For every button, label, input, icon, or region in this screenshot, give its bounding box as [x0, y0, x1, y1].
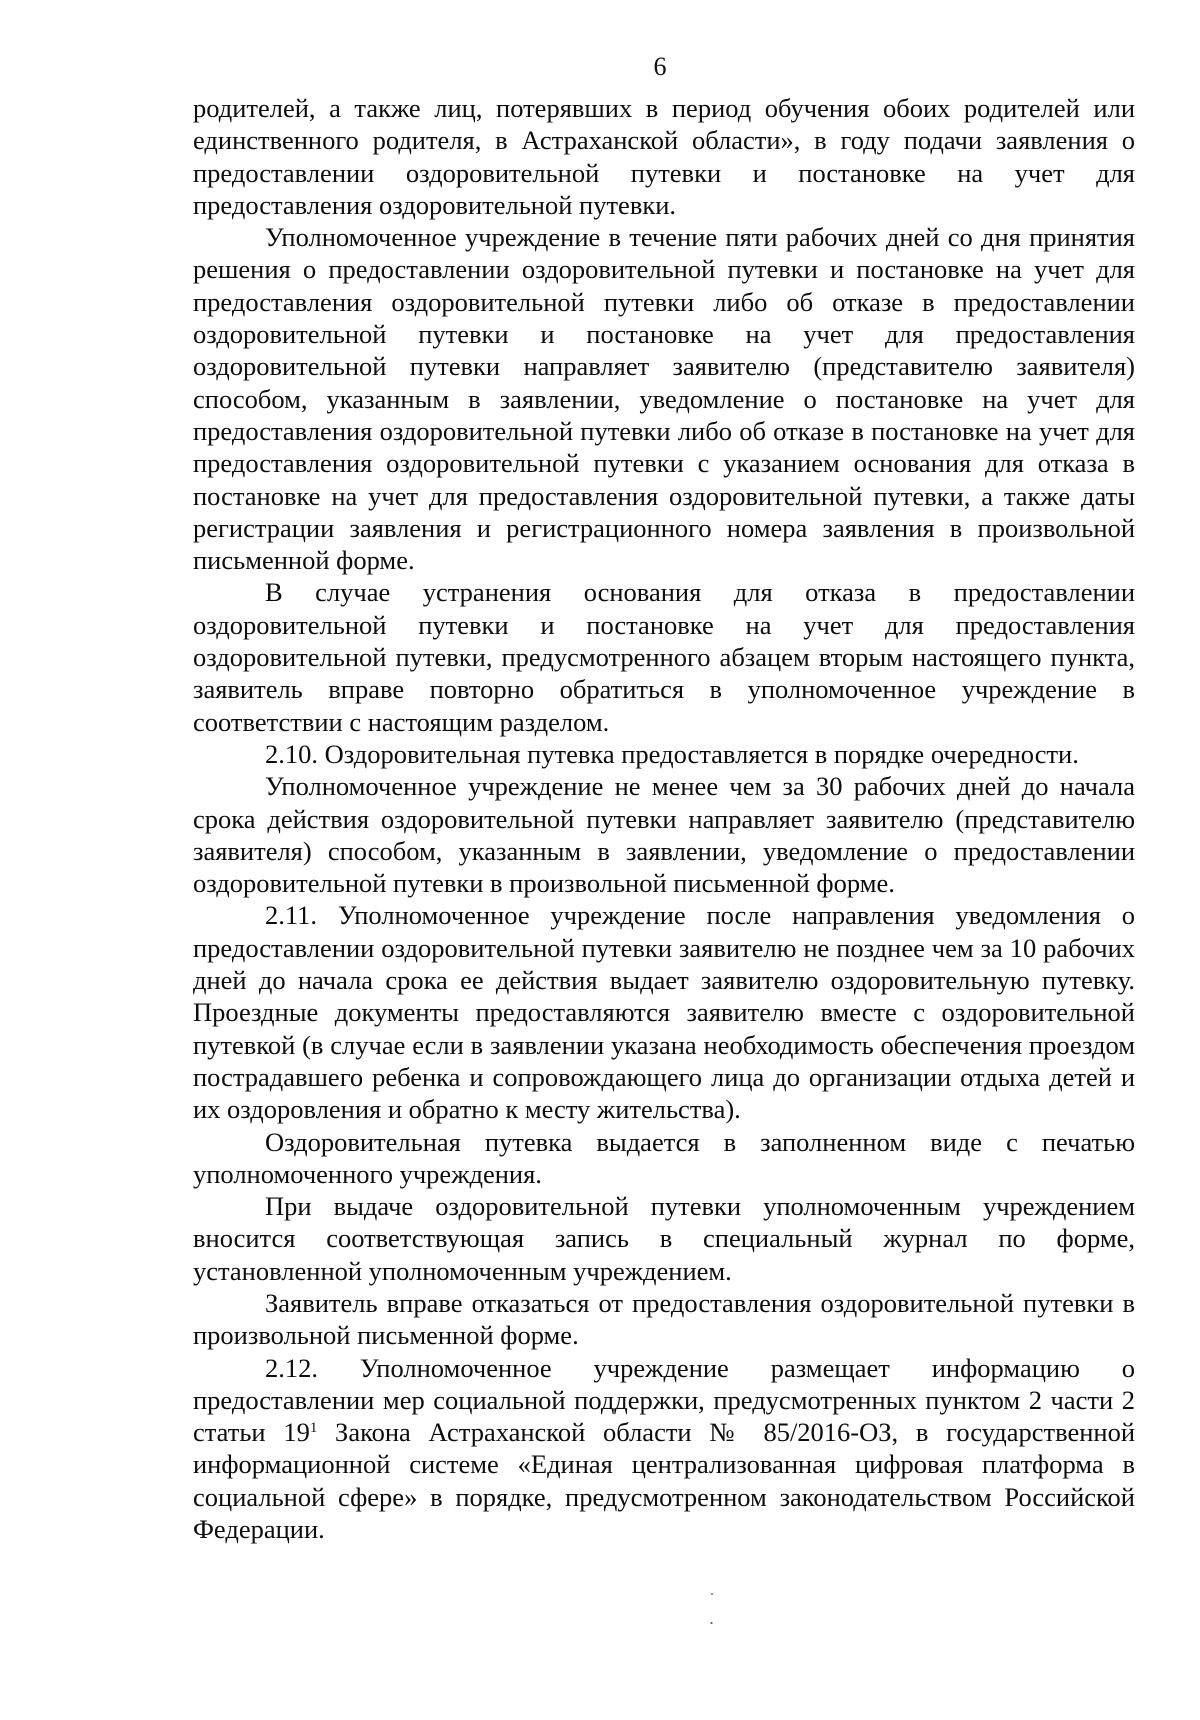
paragraph-2-11: 2.11. Уполномоченное учреждение после направления уведомления о предоставлении оздоровительной путевки заявителю не позднее чем за 10 рабочих дней до начала срока ее действия выдает заявителю оздоровительную путевку. Проездные документы предоставляются заявителю вместе с оздоровительной путевкой (в случае если в заявлении указана необходимость обеспечения проездом пострадавшего ребенка и сопровождающего лица до организации отдыха детей и их оздоровления и обратно к месту жительства). — [193, 900, 1135, 1125]
paragraph-stamp: Оздоровительная путевка выдается в заполненном виде с печатью уполномоченного учреждения. — [193, 1126, 1135, 1189]
paragraph-30-days: Уполномоченное учреждение не менее чем за 30 рабочих дней до начала срока действия оздоровительной путевки направляет заявителю (представителю заявителя) способом, указанным в заявлении, уведомление о предоставлении оздоровительной путевки в произвольной письменной форме. — [193, 771, 1135, 899]
paragraph-2-12-part1: 2.12. Уполномоченное учреждение размещает информацию о предоставлении мер социальной поддержки, предусмотренных пунктом 2 части 2 статьи 19 — [193, 1352, 1135, 1448]
paragraph-journal: При выдаче оздоровительной путевки уполномоченным учреждением вносится соответствующая запись в специальный журнал по форме, установленной уполномоченным учреждением. — [193, 1191, 1135, 1286]
paragraph-notification: Уполномоченное учреждение в течение пяти рабочих дней со дня принятия решения о предоставлении оздоровительной путевки и постановке на учет для предоставления оздоровительной путевки либо об отказе в предоставлении оздоровительной путевки и постановке на учет для предоставления оздоровительной путевки направляет заявителю (представителю заявителя) способом, указанным в заявлении, уведомление о постановке на учет для предоставления оздоровительной путевки либо об отказе в постановке на учет для предоставления оздоровительной путевки с указанием основания для отказа в постановке на учет для предоставления оздоровительной путевки, а также даты регистрации заявления и регистрационного номера заявления в произвольной письменной форме. — [193, 222, 1135, 576]
paragraph-continuation: родителей, а также лиц, потерявших в период обучения обоих родителей или единственного родителя, в Астраханской области», в году подачи заявления о предоставлении оздоровительной путевки и постановке на учет для предоставления оздоровительной путевки. — [193, 93, 1135, 220]
paragraph-reapply: В случае устранения основания для отказа в предоставлении оздоровительной путевки и постановке на учет для предоставления оздоровительной путевки, предусмотренного абзацем вторым настоящего пункта, заявитель вправе повторно обратиться в уполномоченное учреждение в соответствии с настоящим разделом. — [193, 577, 1135, 737]
scan-specks — [710, 1592, 714, 1626]
article-superscript: 1 — [309, 1420, 318, 1437]
paragraph-2-12 — [193, 1352, 1135, 1546]
page-number: 6 — [653, 52, 667, 81]
document-body — [193, 92, 1135, 1545]
paragraph-2-12-part2: Закона Астраханской области № 85/2016-ОЗ, в государственной информационной системе «Единая централизованная цифровая платформа в социальной сфере» в порядке, предусмотренном законодательством Российской Федерации. — [193, 1417, 1136, 1545]
paragraph-refusal: Заявитель вправе отказаться от предоставления оздоровительной путевки в произвольной письменной форме. — [193, 1287, 1135, 1351]
paragraph-2-10: 2.10. Оздоровительная путевка предоставляется в порядке очередности. — [265, 738, 1079, 769]
